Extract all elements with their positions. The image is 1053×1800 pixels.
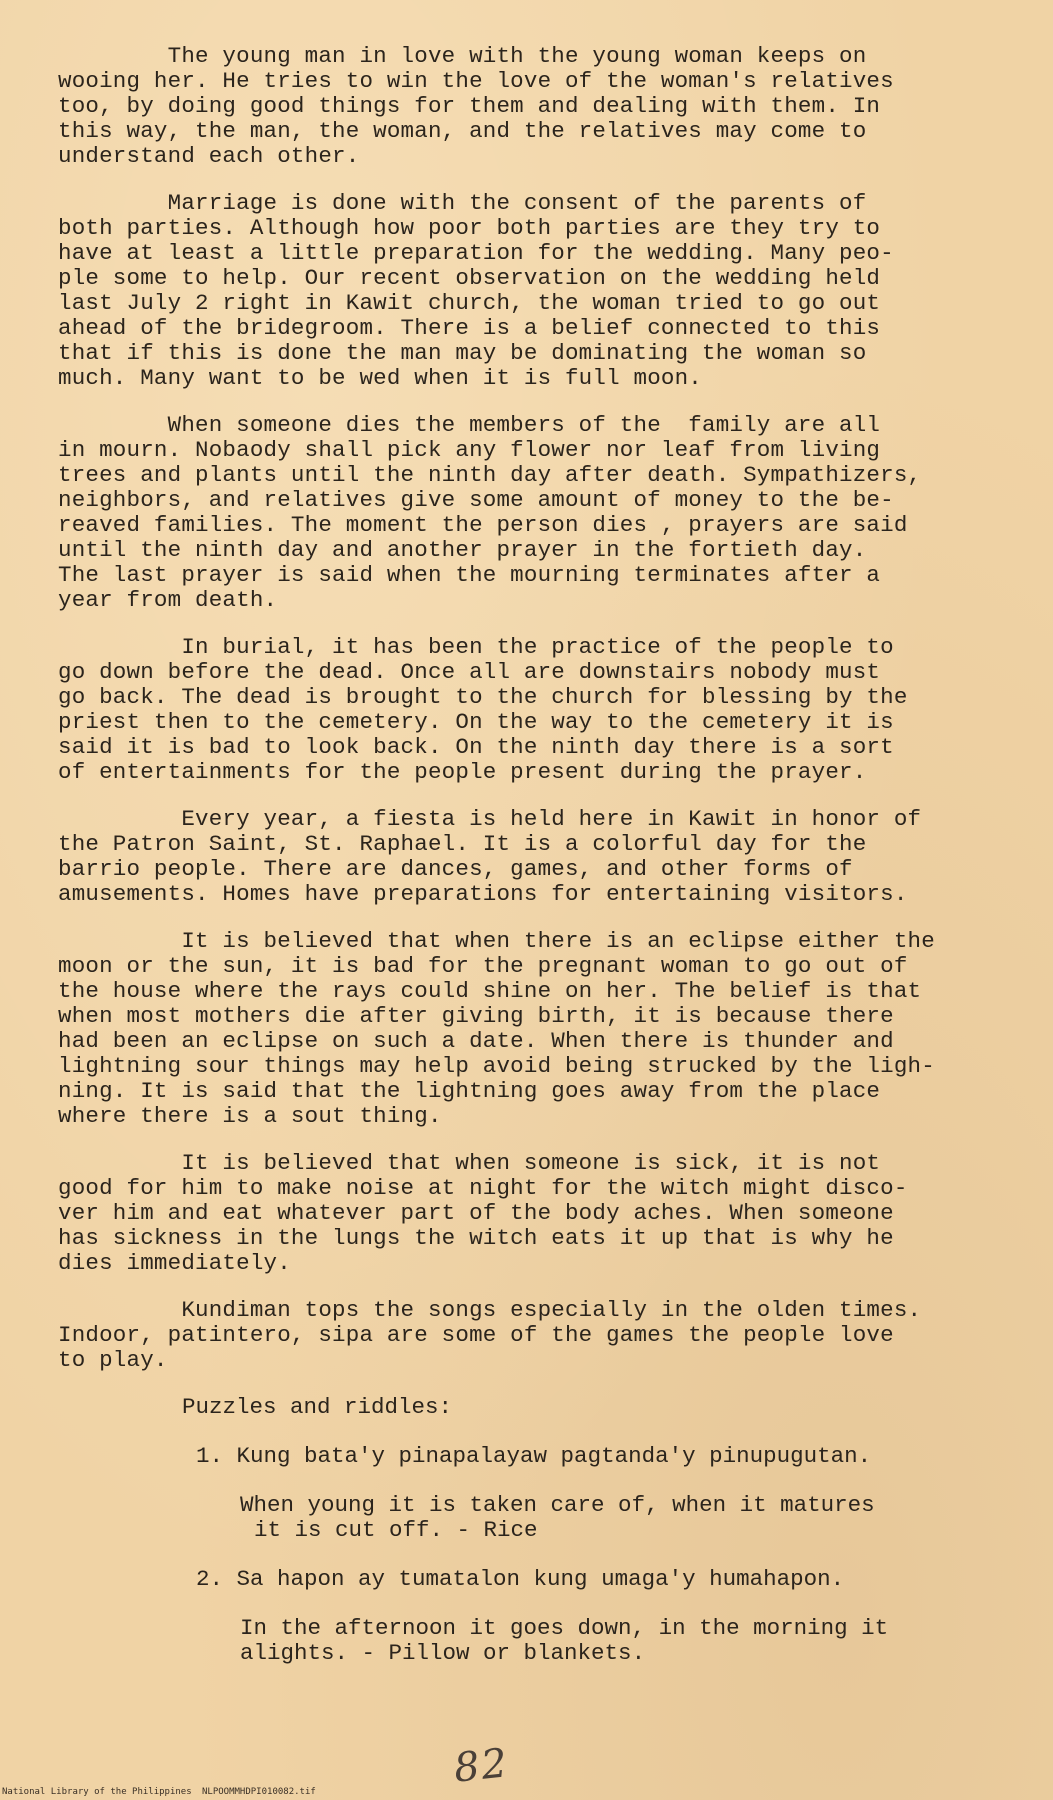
- text-line: ver him and eat whatever part of the body aches. When someone: [58, 1200, 894, 1226]
- paragraph-songs-games: [58, 1298, 1018, 1373]
- text-line: In burial, it has been the practice of the people to: [58, 634, 894, 660]
- paragraph-death: [58, 413, 1018, 613]
- translation-line: alights. - Pillow or blankets.: [240, 1640, 646, 1666]
- text-line: wooing her. He tries to win the love of the woman's relatives: [58, 68, 894, 94]
- text-line: the Patron Saint, St. Raphael. It is a colorful day for the: [58, 831, 867, 857]
- handwritten-page-number: 82: [451, 1740, 512, 1792]
- text-line: when most mothers die after giving birth, it is because there: [58, 1003, 894, 1029]
- text-line: The young man in love with the young woman keeps on: [58, 43, 867, 69]
- text-line: It is believed that when there is an eclipse either the: [58, 928, 935, 954]
- riddle-1-translation: [58, 1493, 1018, 1543]
- text-line: neighbors, and relatives give some amount of money to the be-: [58, 487, 894, 513]
- riddle-1: [58, 1444, 1018, 1469]
- paragraph-sickness: [58, 1151, 1018, 1276]
- text-line: in mourn. Nobaody shall pick any flower nor leaf from living: [58, 437, 881, 463]
- text-line: understand each other.: [58, 143, 360, 169]
- text-line: go back. The dead is brought to the church for blessing by the: [58, 684, 908, 710]
- text-line: priest then to the cemetery. On the way to the cemetery it is: [58, 709, 894, 735]
- text-line: When someone dies the members of the family are all: [58, 412, 881, 438]
- riddle-2-translation: [58, 1616, 1018, 1666]
- text-line: lightning sour things may help avoid being strucked by the ligh-: [58, 1053, 935, 1079]
- text-line: reaved families. The moment the person dies , prayers are said: [58, 512, 908, 538]
- text-line: both parties. Although how poor both parties are they try to: [58, 215, 881, 241]
- text-line: Kundiman tops the songs especially in the olden times.: [58, 1297, 922, 1323]
- translation-line: When young it is taken care of, when it matures: [240, 1492, 875, 1518]
- text-line: much. Many want to be wed when it is full moon.: [58, 365, 703, 391]
- text-line: said it is bad to look back. On the ninth day there is a sort: [58, 734, 894, 760]
- translation-line: it is cut off. - Rice: [254, 1517, 538, 1543]
- text-line: of entertainments for the people present during the prayer.: [58, 759, 867, 785]
- text-line: this way, the man, the woman, and the relatives may come to: [58, 118, 867, 144]
- footer-institution: National Library of the Philippines: [2, 1787, 192, 1797]
- text-line: barrio people. There are dances, games, and other forms of: [58, 856, 853, 882]
- text-line: The last prayer is said when the mourning terminates after a: [58, 562, 881, 588]
- text-line: until the ninth day and another prayer in the fortieth day.: [58, 537, 867, 563]
- paragraph-marriage: [58, 191, 1018, 391]
- paragraph-courtship: [58, 44, 1018, 169]
- text-line: too, by doing good things for them and dealing with them. In: [58, 93, 881, 119]
- text-line: trees and plants until the ninth day after death. Sympathizers,: [58, 462, 922, 488]
- text-line: Marriage is done with the consent of the parents of: [58, 190, 867, 216]
- text-line: has sickness in the lungs the witch eats it up that is why he: [58, 1225, 894, 1251]
- riddle-text: 1. Kung bata'y pinapalayaw pagtanda'y pinupugutan.: [196, 1443, 872, 1469]
- text-line: last July 2 right in Kawit church, the woman tried to go out: [58, 290, 881, 316]
- riddle-2: [58, 1567, 1018, 1592]
- text-line: moon or the sun, it is bad for the pregnant woman to go out of: [58, 953, 908, 979]
- typed-text-block: [58, 44, 1018, 1690]
- footer-file-name: NLPOOMMHDPI010082.tif: [202, 1787, 316, 1797]
- text-line: Indoor, patintero, sipa are some of the games the people love: [58, 1322, 894, 1348]
- text-line: ple some to help. Our recent observation on the wedding held: [58, 265, 881, 291]
- text-line: Every year, a fiesta is held here in Kawit in honor of: [58, 806, 922, 832]
- text-line: year from death.: [58, 587, 278, 613]
- text-line: ahead of the bridegroom. There is a belief connected to this: [58, 315, 881, 341]
- text-line: have at least a little preparation for the wedding. Many peo-: [58, 240, 894, 266]
- text-line: dies immediately.: [58, 1250, 291, 1276]
- text-line: that if this is done the man may be dominating the woman so: [58, 340, 867, 366]
- paragraph-fiesta: [58, 807, 1018, 907]
- text-line: good for him to make noise at night for the witch might disco-: [58, 1175, 908, 1201]
- translation-line: In the afternoon it goes down, in the morning it: [240, 1615, 889, 1641]
- text-line: ning. It is said that the lightning goes away from the place: [58, 1078, 881, 1104]
- text-line: the house where the rays could shine on her. The belief is that: [58, 978, 922, 1004]
- text-line: amusements. Homes have preparations for entertaining visitors.: [58, 881, 908, 907]
- text-line: It is believed that when someone is sick, it is not: [58, 1150, 881, 1176]
- text-line: had been an eclipse on such a date. When there is thunder and: [58, 1028, 894, 1054]
- text-line: to play.: [58, 1347, 168, 1373]
- paragraph-burial: [58, 635, 1018, 785]
- paragraph-eclipse: [58, 929, 1018, 1129]
- text-line: go down before the dead. Once all are downstairs nobody must: [58, 659, 881, 685]
- text-line: where there is a sout thing.: [58, 1103, 442, 1129]
- riddles-heading: Puzzles and riddles:: [182, 1394, 453, 1420]
- riddle-text: 2. Sa hapon ay tumatalon kung umaga'y humahapon.: [196, 1566, 845, 1592]
